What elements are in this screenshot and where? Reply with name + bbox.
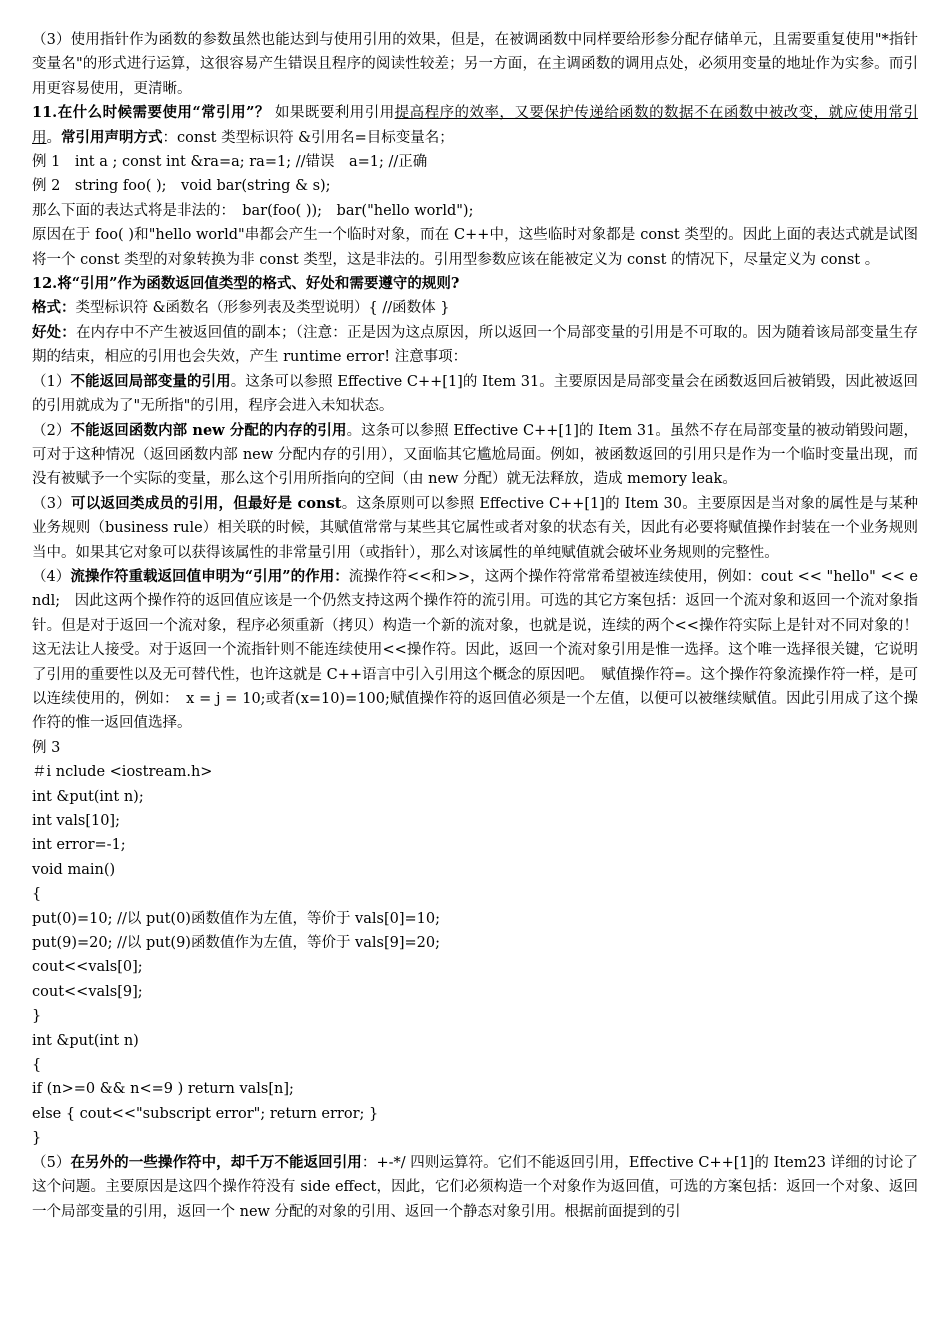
paragraph-pointer-vs-reference: （3）使用指针作为函数的参数虽然也能达到与使用引用的效果，但是，在被调函数中同样要给形参分配存储单元，且需要重复使用"*指针变量名"的形式进行运算，这很容易产生错误且程序的阅读性较差；另一方面，在主调函数的调用点处，必须用变量的地址作为实参。而引用更容易使用，更清晰。 (32, 32, 918, 97)
rule-2 (32, 419, 918, 492)
rule-5-prefix: （5） (32, 1154, 71, 1171)
code-line: } (32, 1008, 42, 1025)
rule-2-title: 不能返回函数内部 new 分配的内存的引用 (70, 421, 347, 439)
question-11-period: 。 (46, 129, 61, 146)
rule-4-prefix: （4） (32, 568, 71, 585)
const-ref-decl-label: 常引用声明方式 (61, 128, 163, 146)
code-line: { (32, 886, 42, 903)
code-line: int error=-1; (32, 837, 126, 854)
example-2: 例 2 string foo( ); void bar(string & s); (32, 178, 331, 195)
code-line: if (n>=0 && n<=9 ) return vals[n]; (32, 1081, 294, 1098)
rule-1 (32, 370, 918, 419)
question-11-text: 如果既要利用引用 (274, 105, 395, 122)
code-line: else { cout<<"subscript error"; return error; } (32, 1105, 379, 1122)
code-line: ＃i nclude <iostream.h> (32, 764, 213, 781)
example-2-illegal: 那么下面的表达式将是非法的： bar(foo( )); bar("hello world"); (32, 202, 474, 219)
code-line: void main() (32, 861, 116, 878)
code-line: put(0)=10; //以 put(0)函数值作为左值，等价于 vals[0]=10; (32, 910, 440, 927)
rule-1-prefix: （1） (32, 373, 71, 390)
benefit-paragraph (32, 321, 918, 370)
rule-4-text: 流操作符<<和>>，这两个操作符常常希望被连续使用，例如：cout << "hello" << endl; 因此这两个操作符的返回值应该是一个仍然支持这两个操作符的流引用。可选的其它方案包括：返回一个流对象和返回一个流对象指针。但是对于返回一个流对象，程序必须重新（拷贝）构造一个新的流对象，也就是说，连续的两个<<操作符实际上是针对不同对象的！这无法让人接受。对于返回一个流指针则不能连续使用<<操作符。因此，返回一个流对象引用是惟一选择。这个唯一选择很关键，它说明了引用的重要性以及无可替代性，也许这就是 C++语言中引入引用这个概念的原因吧。 赋值操作符=。这个操作符象流操作符一样，是可以连续使用的，例如： x = j = 10;或者(x=10)=100;赋值操作符的返回值必须是一个左值，以便可以被继续赋值。因此引用成了这个操作符的惟一返回值选择。 (32, 568, 918, 732)
rule-3-prefix: （3） (32, 495, 71, 512)
const-ref-decl: ：const 类型标识符 &引用名=目标变量名； (162, 129, 454, 146)
rule-5-title: 在另外的一些操作符中，却千万不能返回引用 (70, 1153, 362, 1171)
rule-4-title: 流操作符重载返回值申明为“引用”的作用： (70, 567, 349, 585)
code-line: int vals[10]; (32, 813, 120, 829)
example-3-label: 例 3 (32, 739, 61, 756)
code-block (32, 760, 918, 1151)
benefit-text: 在内存中不产生被返回值的副本；（注意：正是因为这点原因，所以返回一个局部变量的引用是不可取的。因为随着该局部变量生存期的结束，相应的引用也会失效，产生 runtime error! 注意事项： (32, 324, 918, 366)
code-line: } (32, 1130, 42, 1147)
code-line: cout<<vals[9]; (32, 983, 143, 1000)
code-line: int &put(int n) (32, 1032, 139, 1049)
example-1: 例 1 int a ; const int &ra=a; ra=1; //错误 a=1; //正确 (32, 154, 428, 171)
rule-5-text: ：+-*/ 四则运算符。它们不能返回引用，Effective C++[1]的 Item23 详细的讨论了这个问题。主要原因是这四个操作符没有 side effect，因此，它们必须构造一个对象作为返回值，可选的方案包括：返回一个对象、返回一个局部变量的引用，返回一个 new 分配的对象的引用、返回一个静态对象引用。根据前面提到的引 (32, 1154, 919, 1220)
rule-2-text: 。这条可以参照 Effective C++[1]的 Item 31。虽然不存在局部变量的被动销毁问题，可对于这种情况（返回函数内部 new 分配内存的引用），又面临其它尴尬局面。例如，被函数返回的引用只是作为一个临时变量出现，而没有被赋予一个实际的变量，那么这个引用所指向的空间（由 new 分配）就无法释放，造成 memory leak。 (32, 422, 918, 488)
format-label: 格式： (32, 299, 76, 317)
format-text: 类型标识符 &函数名（形参列表及类型说明）{ //函数体 } (75, 300, 450, 317)
rule-3-text: 。这条原则可以参照 Effective C++[1]的 Item 30。主要原因是当对象的属性是与某种业务规则（business rule）相关联的时候，其赋值常常与某些其它属性或者对象的状态有关，因此有必要将赋值操作封装在一个业务规则当中。如果其它对象可以获得该属性的非常量引用（或指针），那么对该属性的单纯赋值就会破坏业务规则的完整性。 (32, 495, 919, 561)
benefit-label: 好处： (32, 323, 76, 341)
rule-2-prefix: （2） (32, 422, 71, 439)
code-line: put(9)=20; //以 put(9)函数值作为左值，等价于 vals[9]=20; (32, 935, 440, 952)
rule-1-title: 不能返回局部变量的引用 (70, 372, 231, 390)
question-11 (32, 101, 918, 150)
code-line: cout<<vals[0]; (32, 959, 143, 976)
rule-3-title: 可以返回类成员的引用，但最好是 const (70, 494, 342, 512)
format-line (32, 296, 918, 320)
example-2-reason: 原因在于 foo( )和"hello world"串都会产生一个临时对象，而在 C++中，这些临时对象都是 const 类型的。因此上面的表达式就是试图将一个 const 类型的对象转换为非 const 类型，这是非法的。引用型参数应该在能被定义为 const 的情况下，尽量定义为 const 。 (32, 227, 918, 268)
question-11-title: 11.在什么时候需要使用“常引用”？ (32, 104, 270, 122)
rule-4 (32, 565, 918, 736)
rule-3 (32, 492, 918, 565)
question-12-title: 12.将“引用”作为函数返回值类型的格式、好处和需要遵守的规则? (32, 275, 460, 293)
rule-5 (32, 1151, 918, 1224)
question-11-underlined: 提高程序的效率，又要保护传递给函数的数据不在函数中被改变，就应使用常引用 (32, 105, 919, 146)
rule-1-text: 。这条可以参照 Effective C++[1]的 Item 31。主要原因是局部变量会在函数返回后被销毁，因此被返回的引用就成为了"无所指"的引用，程序会进入未知状态。 (32, 373, 918, 415)
code-line: int &put(int n); (32, 788, 144, 805)
code-line: { (32, 1057, 42, 1074)
